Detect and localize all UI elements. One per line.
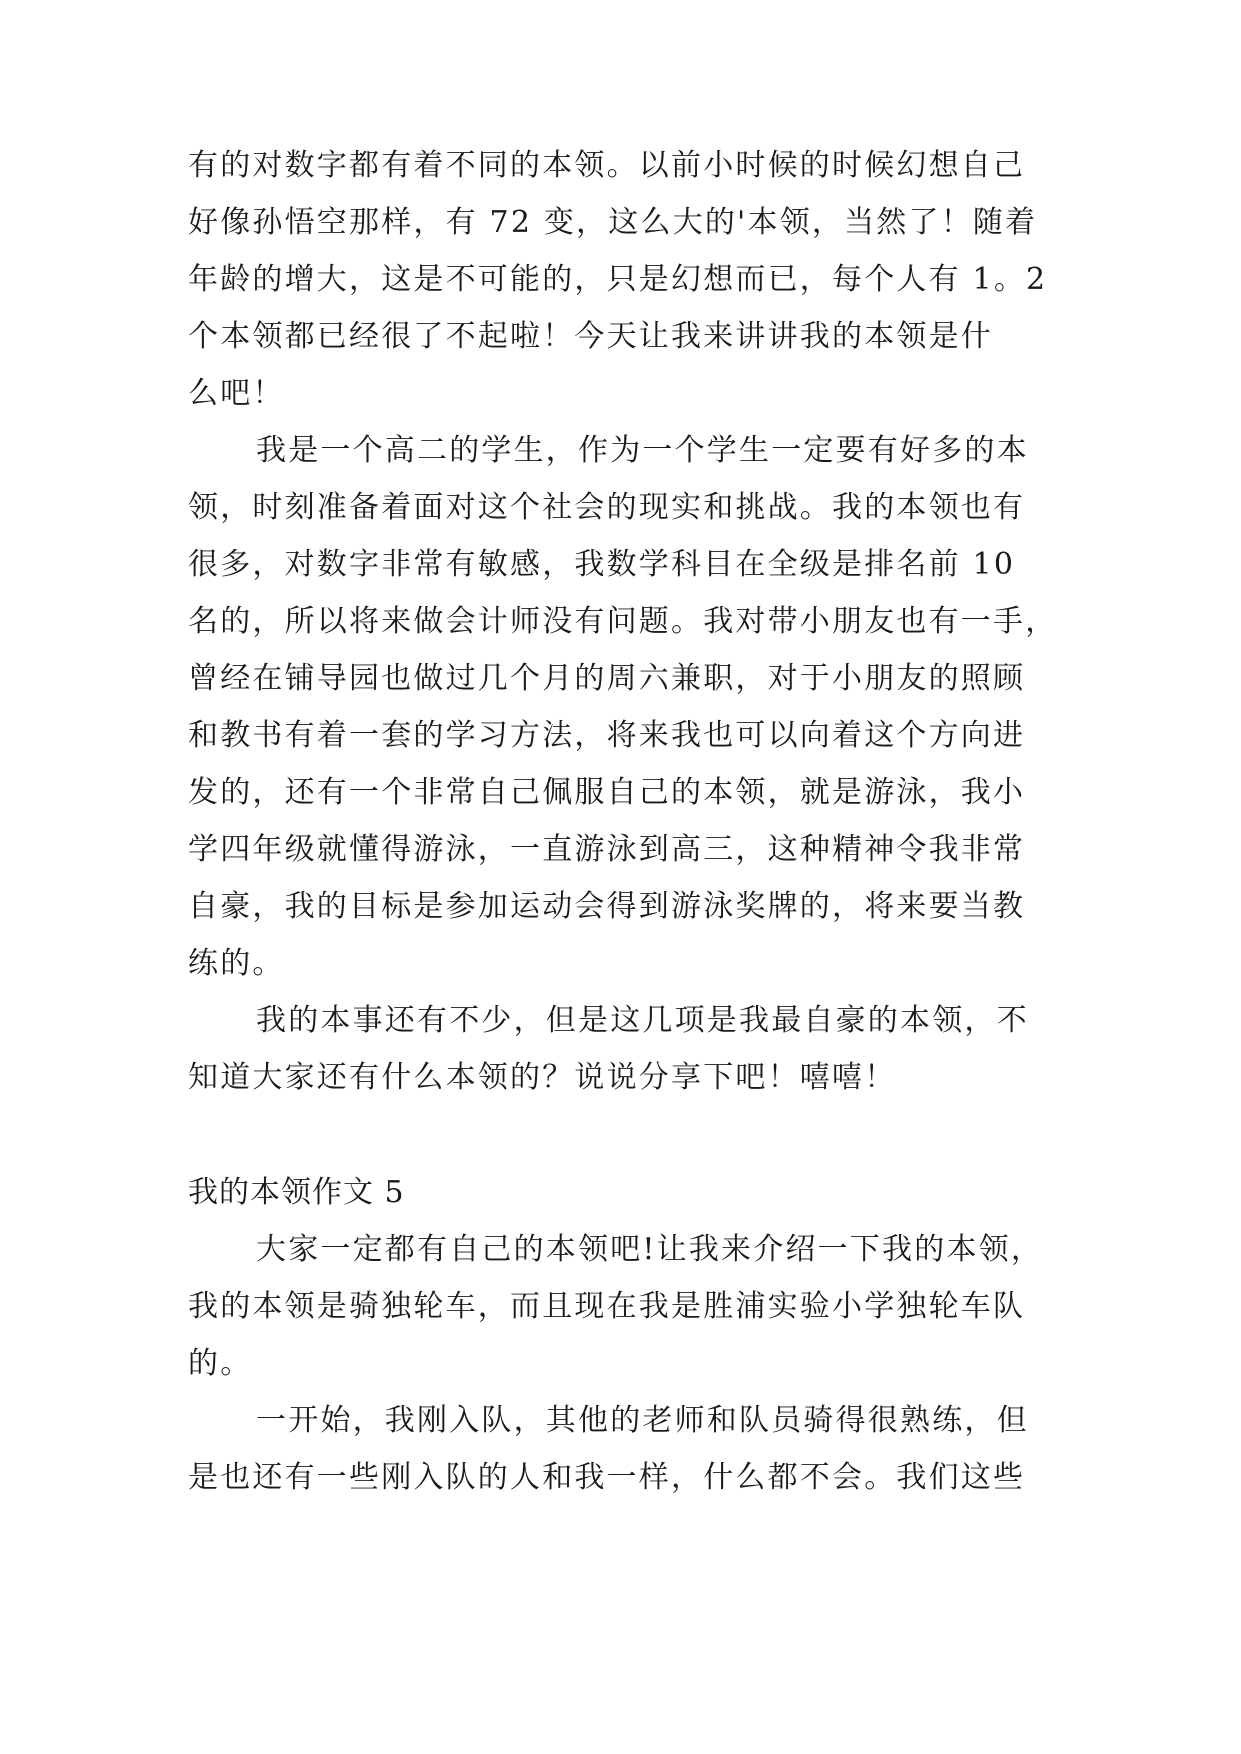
- paragraph-line: 我的本领是骑独轮车，而且现在我是胜浦实验小学独轮车队: [188, 1289, 1026, 1324]
- paragraph-line: 学四年级就懂得游泳，一直游泳到高三，这种精神令我非常: [188, 832, 1026, 867]
- paragraph-line: 有的对数字都有着不同的本领。以前小时候的时候幻想自己: [188, 148, 1026, 183]
- paragraph-line: 知道大家还有什么本领的？说说分享下吧！嘻嘻！: [188, 1060, 897, 1095]
- paragraph-line: 一开始，我刚入队，其他的老师和队员骑得很熟练，但: [256, 1403, 1029, 1438]
- paragraph-line: 名的，所以将来做会计师没有问题。我对带小朋友也有一手，: [188, 604, 1058, 639]
- paragraph-line: 个本领都已经很了不起啦！今天让我来讲讲我的本领是什: [188, 319, 993, 354]
- paragraph-line: 好像孙悟空那样，有 72 变，这么大的'本领，当然了！随着: [188, 205, 1038, 240]
- paragraph-line: 曾经在铺导园也做过几个月的周六兼职，对于小朋友的照顾: [188, 661, 1026, 696]
- paragraph-line: 大家一定都有自己的本领吧!让我来介绍一下我的本领，: [256, 1232, 1044, 1267]
- paragraph-line: 很多，对数字非常有敏感，我数学科目在全级是排名前 10: [188, 547, 1016, 582]
- paragraph-line: 我是一个高二的学生，作为一个学生一定要有好多的本: [256, 433, 1029, 468]
- paragraph-line: 是也还有一些刚入队的人和我一样，什么都不会。我们这些: [188, 1460, 1026, 1495]
- paragraph-line: 年龄的增大，这是不可能的，只是幻想而已，每个人有 1。2: [188, 262, 1048, 297]
- paragraph-line: 发的，还有一个非常自己佩服自己的本领，就是游泳，我小: [188, 775, 1026, 810]
- paragraph-line: 么吧！: [188, 376, 285, 411]
- paragraph-line: 和教书有着一套的学习方法，将来我也可以向着这个方向进: [188, 718, 1026, 753]
- paragraph-line: 练的。: [188, 946, 285, 981]
- section-heading: 我的本领作文 5: [188, 1175, 405, 1210]
- paragraph-line: 我的本事还有不少，但是这几项是我最自豪的本领，不: [256, 1003, 1029, 1038]
- paragraph-line: 领，时刻准备着面对这个社会的现实和挑战。我的本领也有: [188, 490, 1026, 525]
- paragraph-line: 的。: [188, 1346, 253, 1381]
- paragraph-line: 自豪，我的目标是参加运动会得到游泳奖牌的，将来要当教: [188, 889, 1026, 924]
